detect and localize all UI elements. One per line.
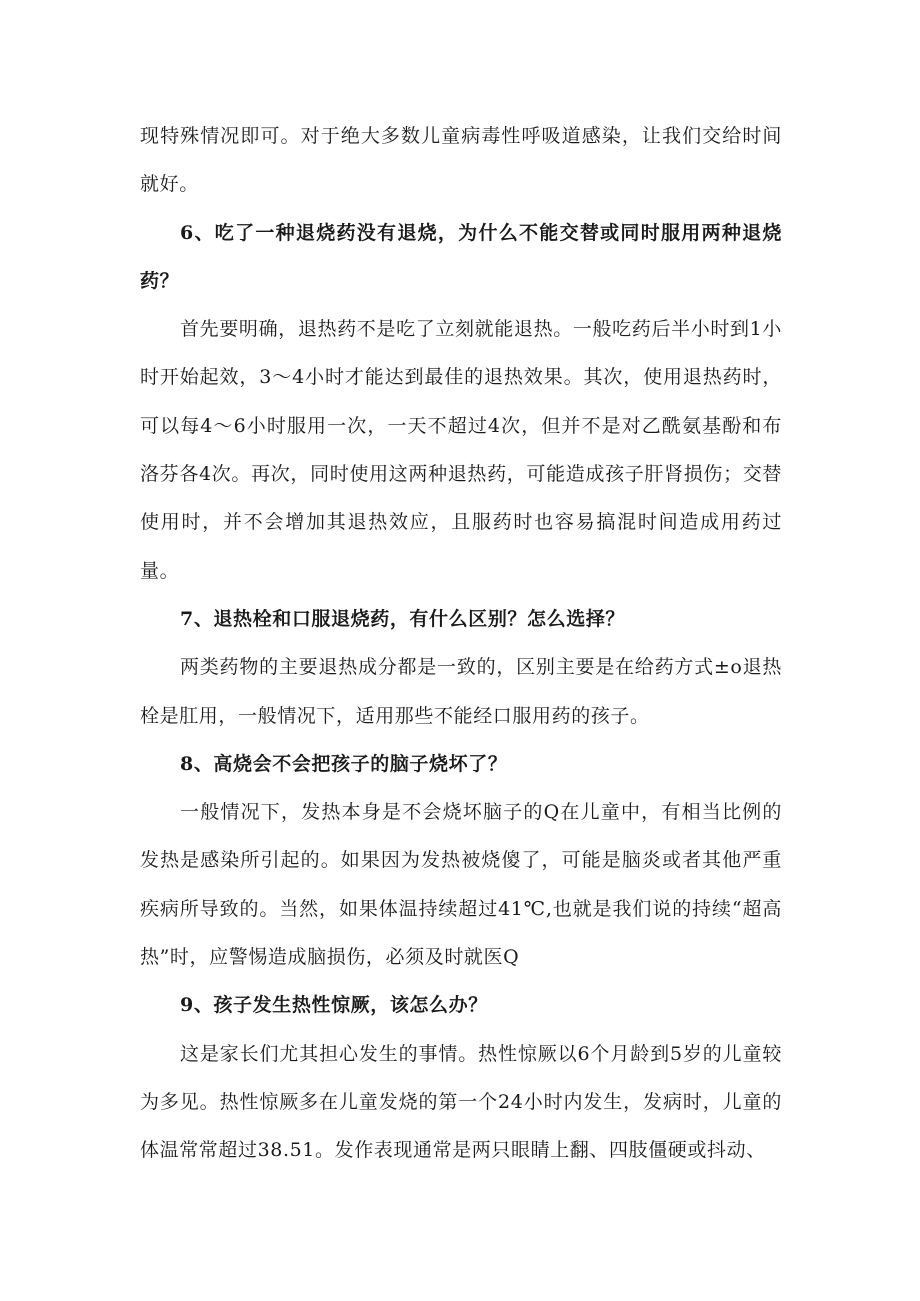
- paragraph-answer-8: 一般情况下，发热本身是不会烧坏脑子的Q在儿童中，有相当比例的发热是感染所引起的。如果因为发热被烧傻了，可能是脑炎或者其他严重疾病所导致的。当然，如果体温持续超过41℃,也就是我们说的持续“超高热”时，应警惕造成脑损伤，必须及时就医Q: [140, 801, 782, 969]
- paragraph-answer-9: 这是家长们尤其担心发生的事情。热性惊厥以6个月龄到5岁的儿童较为多见。热性惊厥多在儿童发烧的第一个24小时内发生，发病时，儿童的体温常常超过38.51。发作表现通常是两只眼睛上翻、四肢僵硬或抖动、: [140, 1042, 782, 1162]
- heading-question-7: 7、退热栓和口服退烧药，有什么区别？怎么选择？: [180, 607, 626, 630]
- document-page: [140, 112, 782, 1175]
- heading-question-6: 6、吃了一种退烧药没有退烧，为什么不能交替或同时服用两种退烧药？: [140, 221, 782, 292]
- paragraph-answer-6: 首先要明确，退热药不是吃了立刻就能退热。一般吃药后半小时到1小时开始起效，3～4小时才能达到最佳的退热效果。其次，使用退热药时，可以每4～6小时服用一次，一天不超过4次，但并不是对乙酰氨基酚和布洛芬各4次。再次，同时使用这两种退热药，可能造成孩子肝肾损伤；交替使用时，并不会增加其退热效应，且服药时也容易搞混时间造成用药过量。: [140, 318, 782, 582]
- heading-question-8: 8、高烧会不会把孩子的脑子烧坏了？: [180, 752, 508, 775]
- heading-question-9: 9、孩子发生热性惊厥，该怎么办？: [180, 994, 488, 1017]
- paragraph-continuation: 现特殊情况即可。对于绝大多数儿童病毒性呼吸道感染，让我们交给时间就好。: [140, 125, 782, 196]
- paragraph-answer-7: 两类药物的主要退热成分都是一致的，区别主要是在给药方式±o退热栓是肛用，一般情况下，适用那些不能经口服用药的孩子。: [140, 656, 782, 727]
